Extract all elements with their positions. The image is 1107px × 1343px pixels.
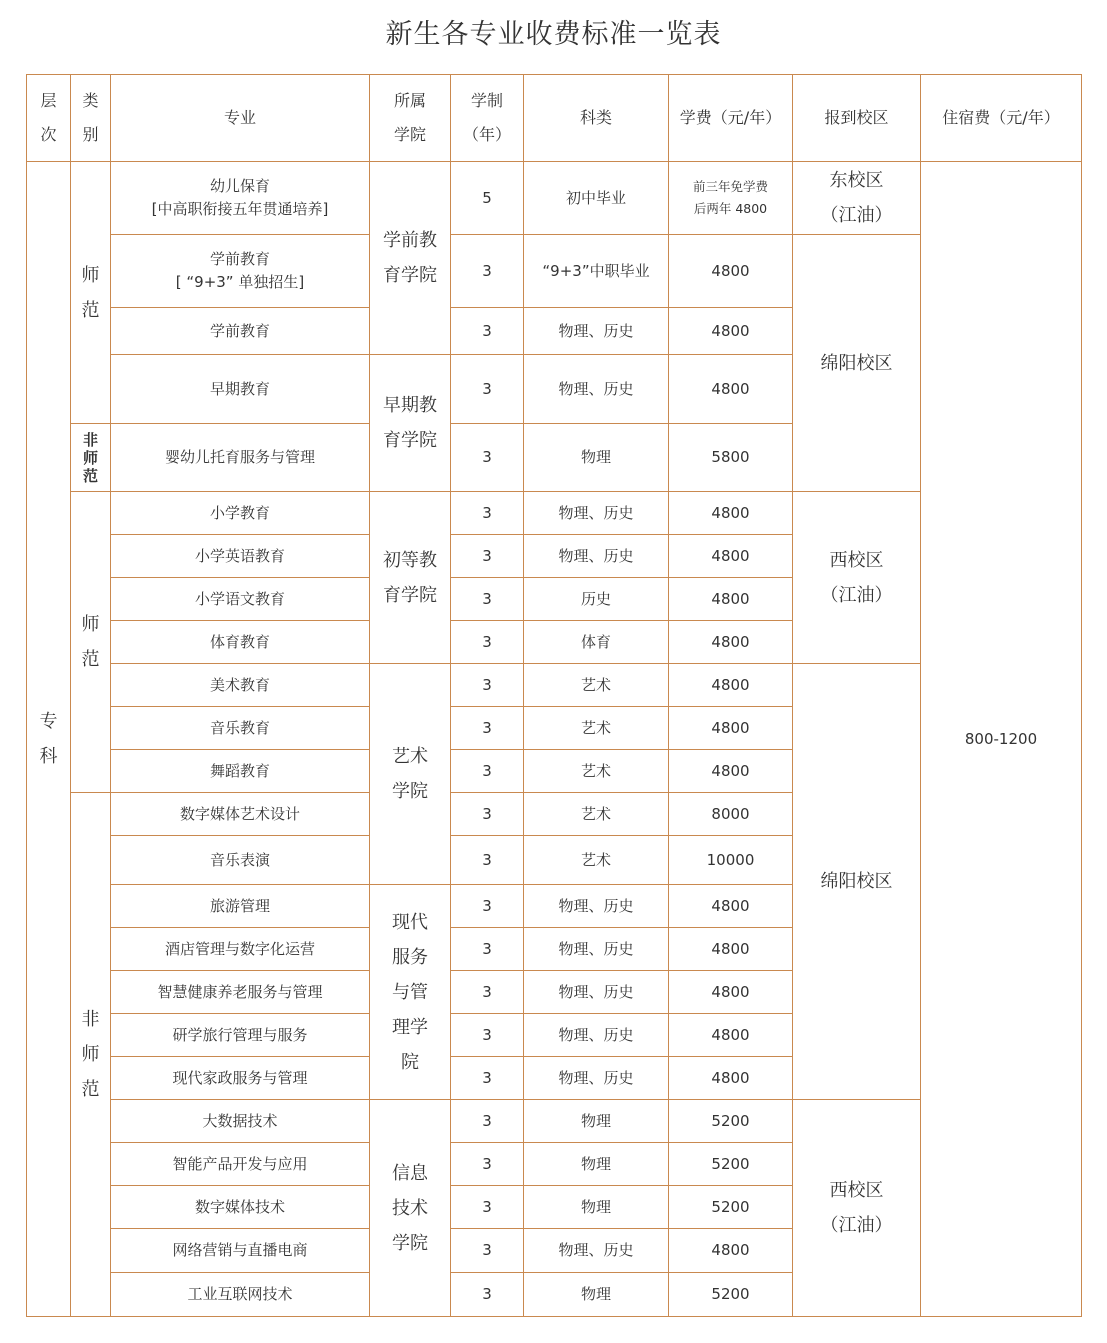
major-cell: 大数据技术 <box>111 1100 370 1143</box>
table-row <box>27 162 1082 235</box>
fee-table <box>26 74 1082 1317</box>
major-cell: 婴幼儿托育服务与管理 <box>111 424 370 492</box>
major-cell: 学前教育 [ “9+3” 单独招生] <box>111 235 370 308</box>
header-dorm: 住宿费（元/年） <box>921 75 1082 162</box>
duration-cell: 3 <box>451 1186 524 1229</box>
header-category: 类别 <box>71 75 111 162</box>
major-cell: 智能产品开发与应用 <box>111 1143 370 1186</box>
header-row <box>27 75 1082 162</box>
subject-cell: 物理、历史 <box>524 1057 669 1100</box>
duration-cell: 3 <box>451 885 524 928</box>
category-cell-shifan: 师范 <box>71 162 111 424</box>
duration-cell: 3 <box>451 1143 524 1186</box>
subject-cell: 物理、历史 <box>524 1014 669 1057</box>
duration-cell: 3 <box>451 1229 524 1273</box>
subject-cell: 艺术 <box>524 836 669 885</box>
duration-cell: 3 <box>451 750 524 793</box>
header-duration: 学制 （年） <box>451 75 524 162</box>
duration-cell: 3 <box>451 535 524 578</box>
tuition-cell: 4800 <box>669 707 793 750</box>
major-cell: 旅游管理 <box>111 885 370 928</box>
subject-cell: 物理 <box>524 1273 669 1317</box>
page-title: 新生各专业收费标准一览表 <box>385 19 722 50</box>
duration-cell: 3 <box>451 1057 524 1100</box>
duration-cell: 3 <box>451 836 524 885</box>
college-cell-chudeng: 初等教育学院 <box>370 492 451 664</box>
duration-cell: 3 <box>451 1273 524 1317</box>
duration-cell: 3 <box>451 492 524 535</box>
duration-cell: 3 <box>451 355 524 424</box>
subject-cell: 初中毕业 <box>524 162 669 235</box>
duration-cell: 3 <box>451 1100 524 1143</box>
subject-cell: 物理、历史 <box>524 308 669 355</box>
campus-cell-mianyang-1: 绵阳校区 <box>793 235 921 492</box>
subject-cell: 物理 <box>524 1186 669 1229</box>
college-cell-xiandai: 现代服务与管理学院 <box>370 885 451 1100</box>
duration-cell: 3 <box>451 235 524 308</box>
subject-cell: 物理 <box>524 424 669 492</box>
subject-cell: 历史 <box>524 578 669 621</box>
header-subject: 科类 <box>524 75 669 162</box>
tuition-cell: 4800 <box>669 308 793 355</box>
header-tuition: 学费（元/年） <box>669 75 793 162</box>
tuition-cell: 4800 <box>669 928 793 971</box>
tuition-cell: 4800 <box>669 885 793 928</box>
tuition-cell: 4800 <box>669 492 793 535</box>
major-cell: 舞蹈教育 <box>111 750 370 793</box>
major-cell: 智慧健康养老服务与管理 <box>111 971 370 1014</box>
subject-cell: 艺术 <box>524 707 669 750</box>
subject-cell: 物理、历史 <box>524 355 669 424</box>
tuition-cell: 5200 <box>669 1143 793 1186</box>
subject-cell: 物理、历史 <box>524 885 669 928</box>
tuition-cell: 4800 <box>669 355 793 424</box>
duration-cell: 3 <box>451 928 524 971</box>
tuition-cell: 4800 <box>669 1057 793 1100</box>
college-cell-zaoqi: 早期教育学院 <box>370 355 451 492</box>
major-cell: 体育教育 <box>111 621 370 664</box>
major-cell: 研学旅行管理与服务 <box>111 1014 370 1057</box>
header-level: 层次 <box>27 75 71 162</box>
major-cell: 工业互联网技术 <box>111 1273 370 1317</box>
subject-cell: 体育 <box>524 621 669 664</box>
subject-cell: 物理、历史 <box>524 1229 669 1273</box>
tuition-cell: 5200 <box>669 1100 793 1143</box>
tuition-cell: 5200 <box>669 1186 793 1229</box>
major-cell: 音乐表演 <box>111 836 370 885</box>
campus-cell-dong: 东校区 （江油） <box>793 162 921 235</box>
subject-cell: 物理、历史 <box>524 535 669 578</box>
major-cell: 学前教育 <box>111 308 370 355</box>
subject-cell: 物理、历史 <box>524 928 669 971</box>
major-cell: 酒店管理与数字化运营 <box>111 928 370 971</box>
duration-cell: 3 <box>451 308 524 355</box>
college-cell-xinxi: 信息技术学院 <box>370 1100 451 1317</box>
major-cell: 小学语文教育 <box>111 578 370 621</box>
tuition-cell: 10000 <box>669 836 793 885</box>
duration-cell: 3 <box>451 578 524 621</box>
duration-cell: 3 <box>451 664 524 707</box>
subject-cell: 物理 <box>524 1143 669 1186</box>
tuition-cell: 4800 <box>669 1229 793 1273</box>
duration-cell: 3 <box>451 707 524 750</box>
tuition-cell: 4800 <box>669 664 793 707</box>
duration-cell: 3 <box>451 424 524 492</box>
category-cell-feishifan-2: 非师范 <box>71 793 111 1317</box>
tuition-cell: 前三年免学费 后两年 4800 <box>669 162 793 235</box>
major-cell: 网络营销与直播电商 <box>111 1229 370 1273</box>
subject-cell: 物理 <box>524 1100 669 1143</box>
tuition-cell: 4800 <box>669 750 793 793</box>
header-major: 专业 <box>111 75 370 162</box>
dorm-fee-cell: 800-1200 <box>921 162 1082 1317</box>
campus-cell-mianyang-2: 绵阳校区 <box>793 664 921 1100</box>
duration-cell: 3 <box>451 621 524 664</box>
tuition-cell: 4800 <box>669 535 793 578</box>
major-cell: 音乐教育 <box>111 707 370 750</box>
duration-cell: 3 <box>451 793 524 836</box>
major-cell: 数字媒体技术 <box>111 1186 370 1229</box>
major-cell: 美术教育 <box>111 664 370 707</box>
level-cell: 专科 <box>27 162 71 1317</box>
subject-cell: 艺术 <box>524 793 669 836</box>
header-campus: 报到校区 <box>793 75 921 162</box>
duration-cell: 5 <box>451 162 524 235</box>
duration-cell: 3 <box>451 1014 524 1057</box>
subject-cell: “9+3”中职毕业 <box>524 235 669 308</box>
tuition-cell: 4800 <box>669 1014 793 1057</box>
header-college: 所属 学院 <box>370 75 451 162</box>
major-cell: 小学教育 <box>111 492 370 535</box>
duration-cell: 3 <box>451 971 524 1014</box>
campus-cell-xi-1: 西校区 （江油） <box>793 492 921 664</box>
major-cell: 现代家政服务与管理 <box>111 1057 370 1100</box>
tuition-cell: 4800 <box>669 621 793 664</box>
tuition-cell: 5200 <box>669 1273 793 1317</box>
category-cell-feishifan-1: 非师范 <box>71 424 111 492</box>
major-cell: 幼儿保育 [中高职衔接五年贯通培养] <box>111 162 370 235</box>
major-cell: 早期教育 <box>111 355 370 424</box>
college-cell-xueqian: 学前教育学院 <box>370 162 451 355</box>
category-cell-shifan-2: 师范 <box>71 492 111 793</box>
major-cell: 数字媒体艺术设计 <box>111 793 370 836</box>
tuition-cell: 4800 <box>669 971 793 1014</box>
tuition-cell: 4800 <box>669 578 793 621</box>
tuition-cell: 5800 <box>669 424 793 492</box>
college-cell-yishu: 艺术学院 <box>370 664 451 885</box>
subject-cell: 艺术 <box>524 750 669 793</box>
subject-cell: 物理、历史 <box>524 971 669 1014</box>
subject-cell: 物理、历史 <box>524 492 669 535</box>
tuition-cell: 4800 <box>669 235 793 308</box>
subject-cell: 艺术 <box>524 664 669 707</box>
campus-cell-xi-2: 西校区 （江油） <box>793 1100 921 1317</box>
major-cell: 小学英语教育 <box>111 535 370 578</box>
tuition-cell: 8000 <box>669 793 793 836</box>
